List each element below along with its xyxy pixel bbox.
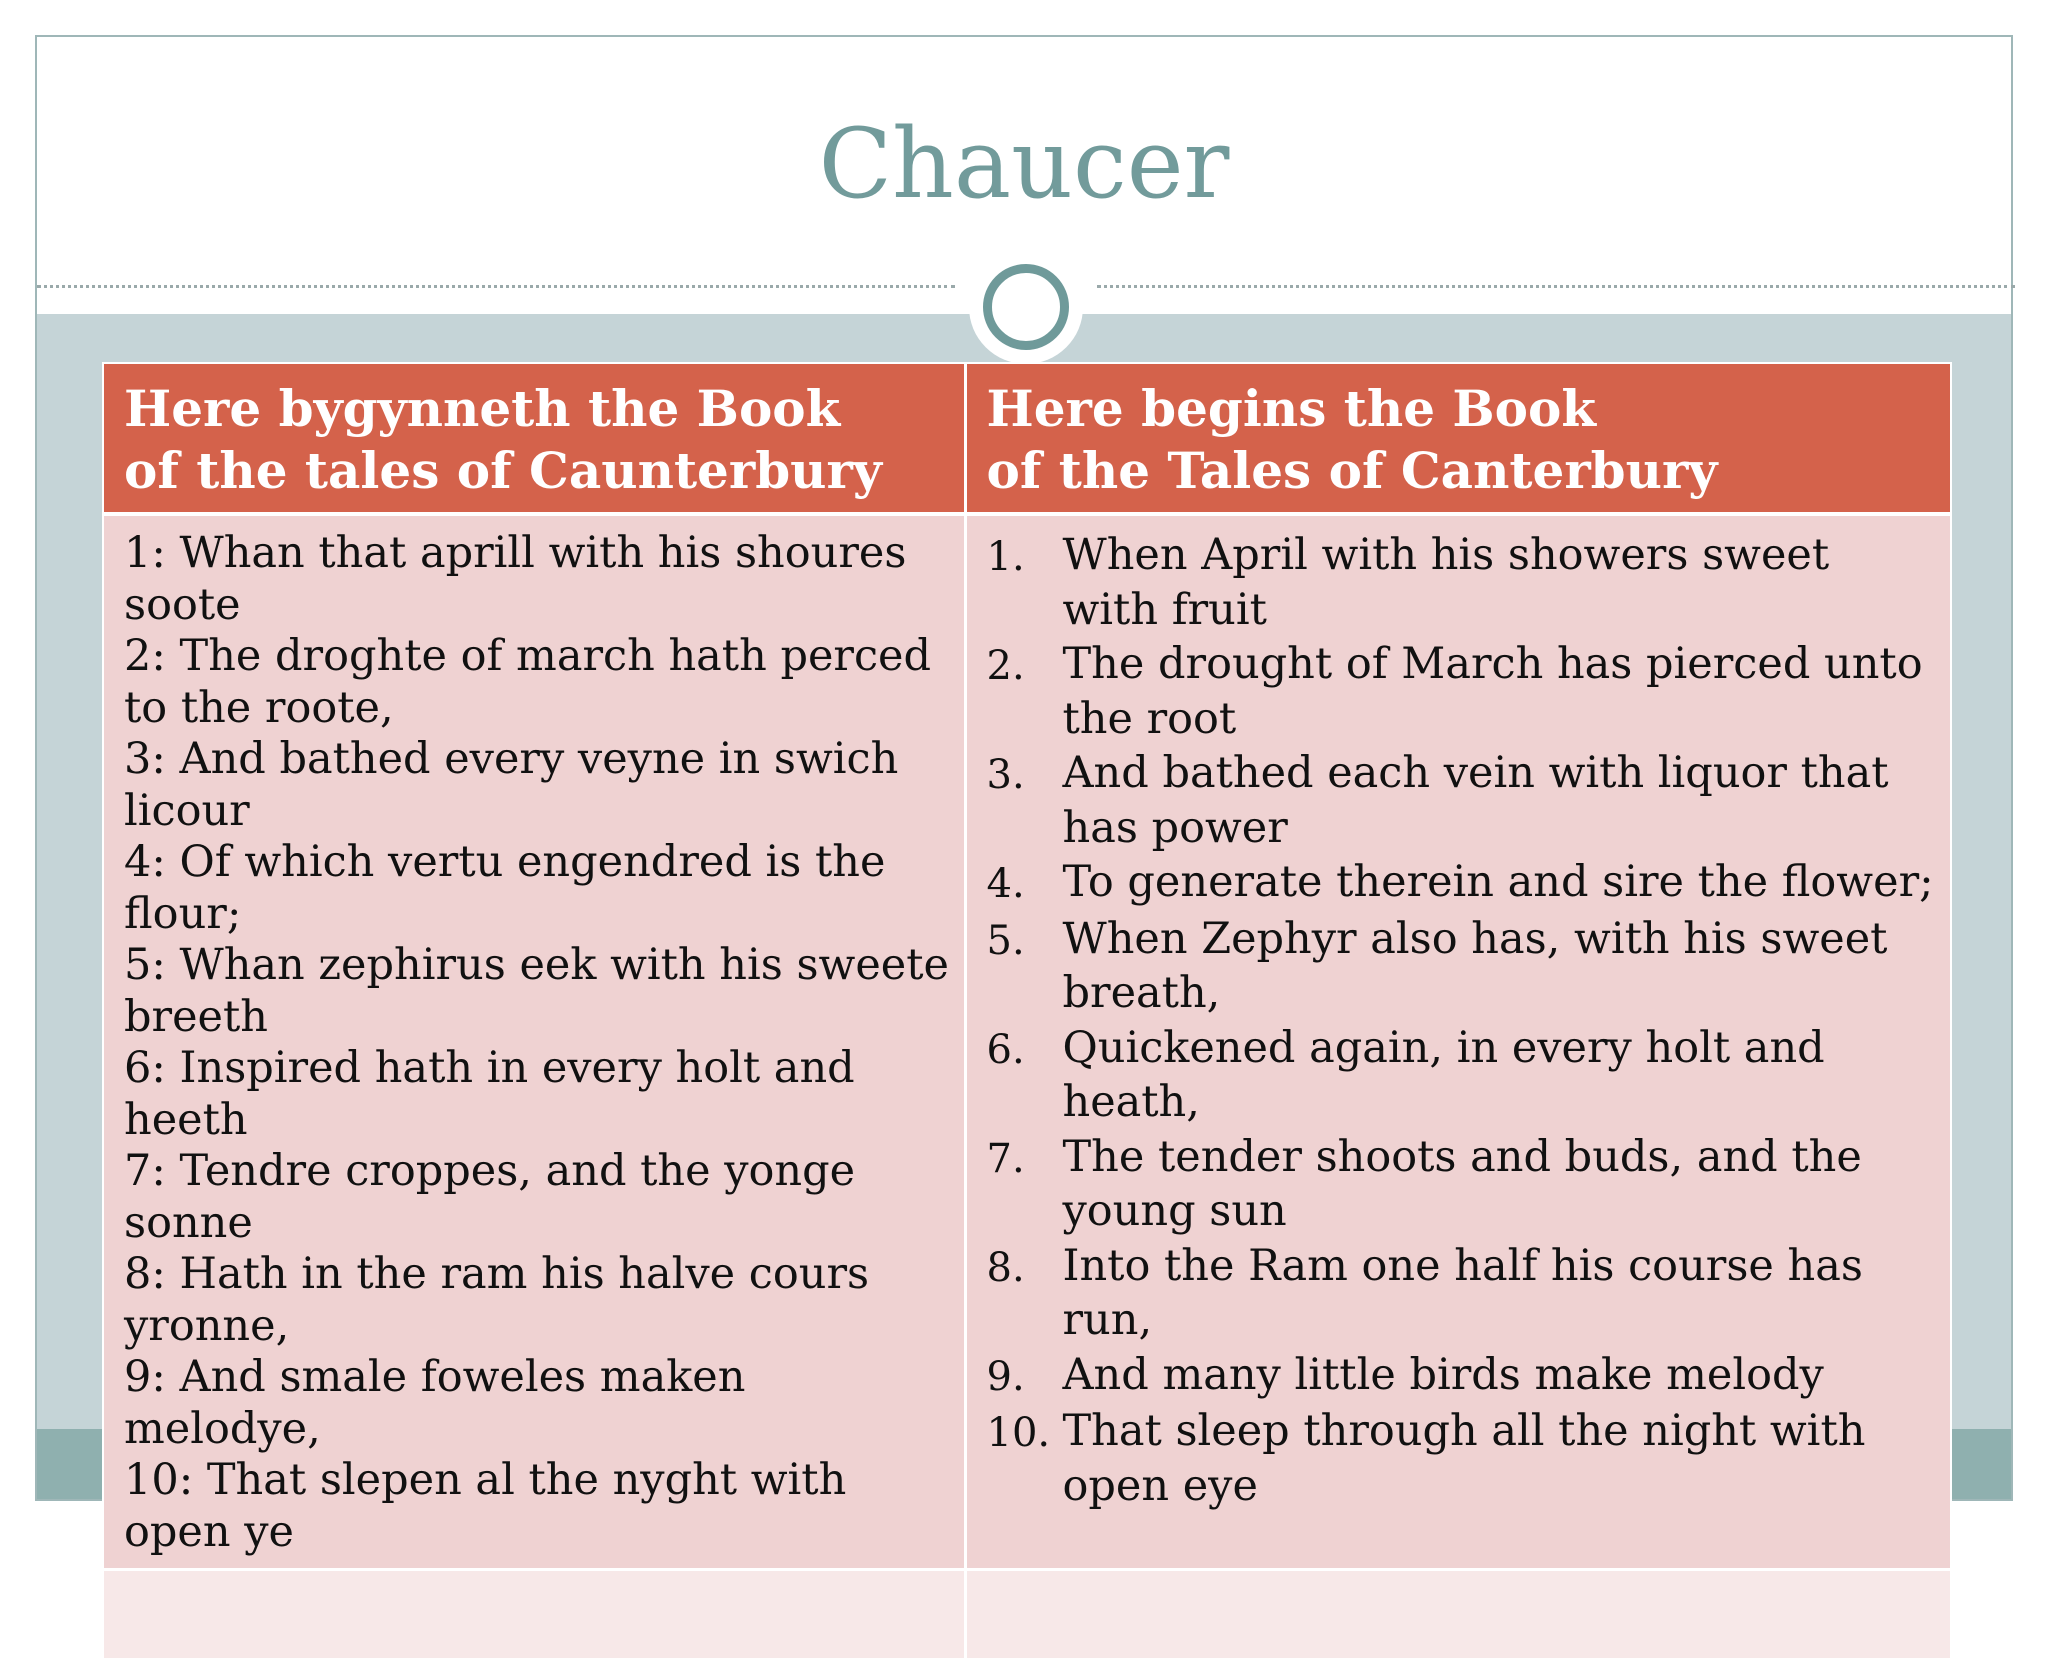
list-number: 9. — [986, 1353, 1025, 1400]
list-item — [987, 912, 1937, 1021]
empty-cell-left — [103, 1570, 965, 1660]
header-modern — [965, 363, 1951, 514]
slide-title: Chaucer — [818, 108, 1230, 220]
header-original-line2: of the tales of Caunterbury — [124, 441, 882, 500]
original-line: 10: That slepen al the nyght with open ye — [124, 1455, 847, 1557]
list-item — [987, 1239, 1937, 1348]
list-text: Into the Ram one half his course has run, — [1062, 1240, 1863, 1345]
header-original — [103, 363, 965, 514]
modern-list — [987, 528, 1937, 1513]
list-item — [987, 1404, 1937, 1513]
header-modern-line1: Here begins the Book — [986, 379, 1597, 438]
list-text: When April with his showers sweet with fruit — [1062, 530, 1830, 635]
header-original-line1: Here bygynneth the Book — [124, 379, 841, 438]
list-item — [987, 1348, 1937, 1405]
original-line: 7: Tendre croppes, and the yonge sonne — [124, 1146, 856, 1248]
original-line: 6: Inspired hath in every holt and heeth — [124, 1043, 855, 1145]
empty-cell-right — [965, 1570, 1951, 1660]
list-text: And bathed each vein with liquor that has power — [1062, 748, 1889, 853]
list-text: Quickened again, in every holt and heath, — [1062, 1022, 1825, 1127]
original-line: 1: Whan that aprill with his shoures soote — [124, 528, 907, 630]
original-line: 4: Of which vertu engendred is the flour; — [124, 837, 886, 939]
list-text: That sleep through all the night with open eye — [1062, 1406, 1866, 1511]
list-text: When Zephyr also has, with his sweet breath, — [1062, 913, 1888, 1018]
table-row-empty — [103, 1570, 1951, 1660]
list-text: The tender shoots and buds, and the young sun — [1062, 1131, 1862, 1236]
original-line: 5: Whan zephirus eek with his sweete breeth — [124, 940, 949, 1042]
list-item — [987, 637, 1937, 746]
header-modern-line2: of the Tales of Canterbury — [986, 441, 1718, 500]
original-line: 2: The droghte of march hath perced to the roote, — [124, 631, 932, 733]
original-line: 3: And bathed every veyne in swich licour — [124, 734, 899, 836]
list-number: 3. — [986, 752, 1025, 798]
circle-ornament-icon — [983, 264, 1069, 350]
list-number: 8. — [986, 1244, 1025, 1291]
original-line: 9: And smale foweles maken melodye, — [124, 1352, 746, 1454]
modern-text-cell — [965, 514, 1951, 1570]
list-item — [987, 1130, 1937, 1239]
list-text: The drought of March has pierced unto the root — [1062, 639, 1923, 744]
list-item — [987, 855, 1937, 912]
list-number: 4. — [986, 861, 1025, 907]
list-item — [987, 746, 1937, 855]
list-item — [987, 528, 1937, 637]
title-divider-left — [37, 285, 955, 288]
original-text-cell — [103, 514, 965, 1570]
list-number: 1. — [986, 534, 1025, 580]
list-item — [987, 1021, 1937, 1130]
list-text: To generate therein and sire the flower; — [1062, 857, 1934, 907]
comparison-table — [102, 362, 1952, 1660]
list-number: 10. — [986, 1410, 1051, 1456]
list-number: 5. — [986, 917, 1025, 964]
list-number: 6. — [986, 1026, 1025, 1073]
title-divider-right — [1097, 285, 2015, 288]
original-line: 8: Hath in the ram his halve cours yronne, — [124, 1249, 870, 1351]
list-text: And many little birds make melody — [1062, 1349, 1824, 1400]
table-header-row — [103, 363, 1951, 514]
slide — [35, 35, 2013, 1557]
list-number: 7. — [986, 1135, 1025, 1182]
list-number: 2. — [986, 643, 1025, 689]
table-row — [103, 514, 1951, 1570]
